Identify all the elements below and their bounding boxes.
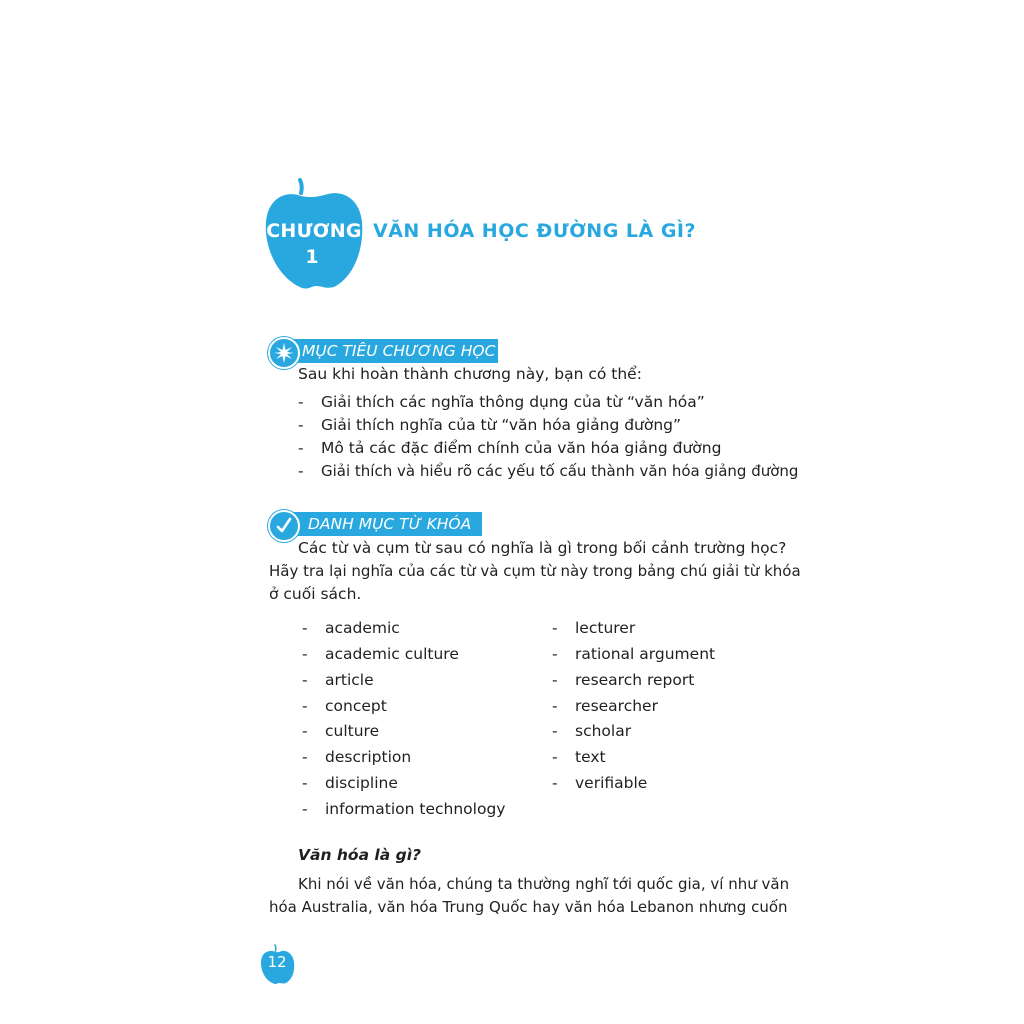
keywords-intro-line3: ở cuối sách. (269, 585, 362, 603)
chapter-number: 1 (305, 246, 319, 268)
keywords-intro-line2: Hãy tra lại nghĩa của các từ và cụm từ này trong bảng chú giải từ khóa (269, 562, 801, 580)
objectives-intro: Sau khi hoàn thành chương này, bạn có thể: (298, 365, 642, 383)
body-line-1: Khi nói về văn hóa, chúng ta thường nghĩ tới quốc gia, ví như văn (298, 875, 790, 893)
page-number-badge (260, 943, 296, 985)
chapter-title: VĂN HÓA HỌC ĐƯỜNG LÀ GÌ? (373, 220, 697, 242)
keywords-heading: DANH MỤC TỪ KHÓA (282, 512, 482, 536)
section-heading: Văn hóa là gì? (298, 846, 421, 864)
checkmark-icon (268, 510, 300, 542)
chapter-label: CHƯƠNG (266, 220, 362, 242)
chapter-badge (264, 176, 364, 292)
objectives-heading: MỤC TIÊU CHƯƠNG HỌC (282, 339, 498, 363)
body-line-2: hóa Australia, văn hóa Trung Quốc hay văn hóa Lebanon nhưng cuốn (269, 898, 788, 916)
page-number: 12 (267, 953, 287, 971)
starburst-icon (268, 337, 300, 369)
keywords-intro-line1: Các từ và cụm từ sau có nghĩa là gì trong bối cảnh trường học? (298, 539, 787, 557)
